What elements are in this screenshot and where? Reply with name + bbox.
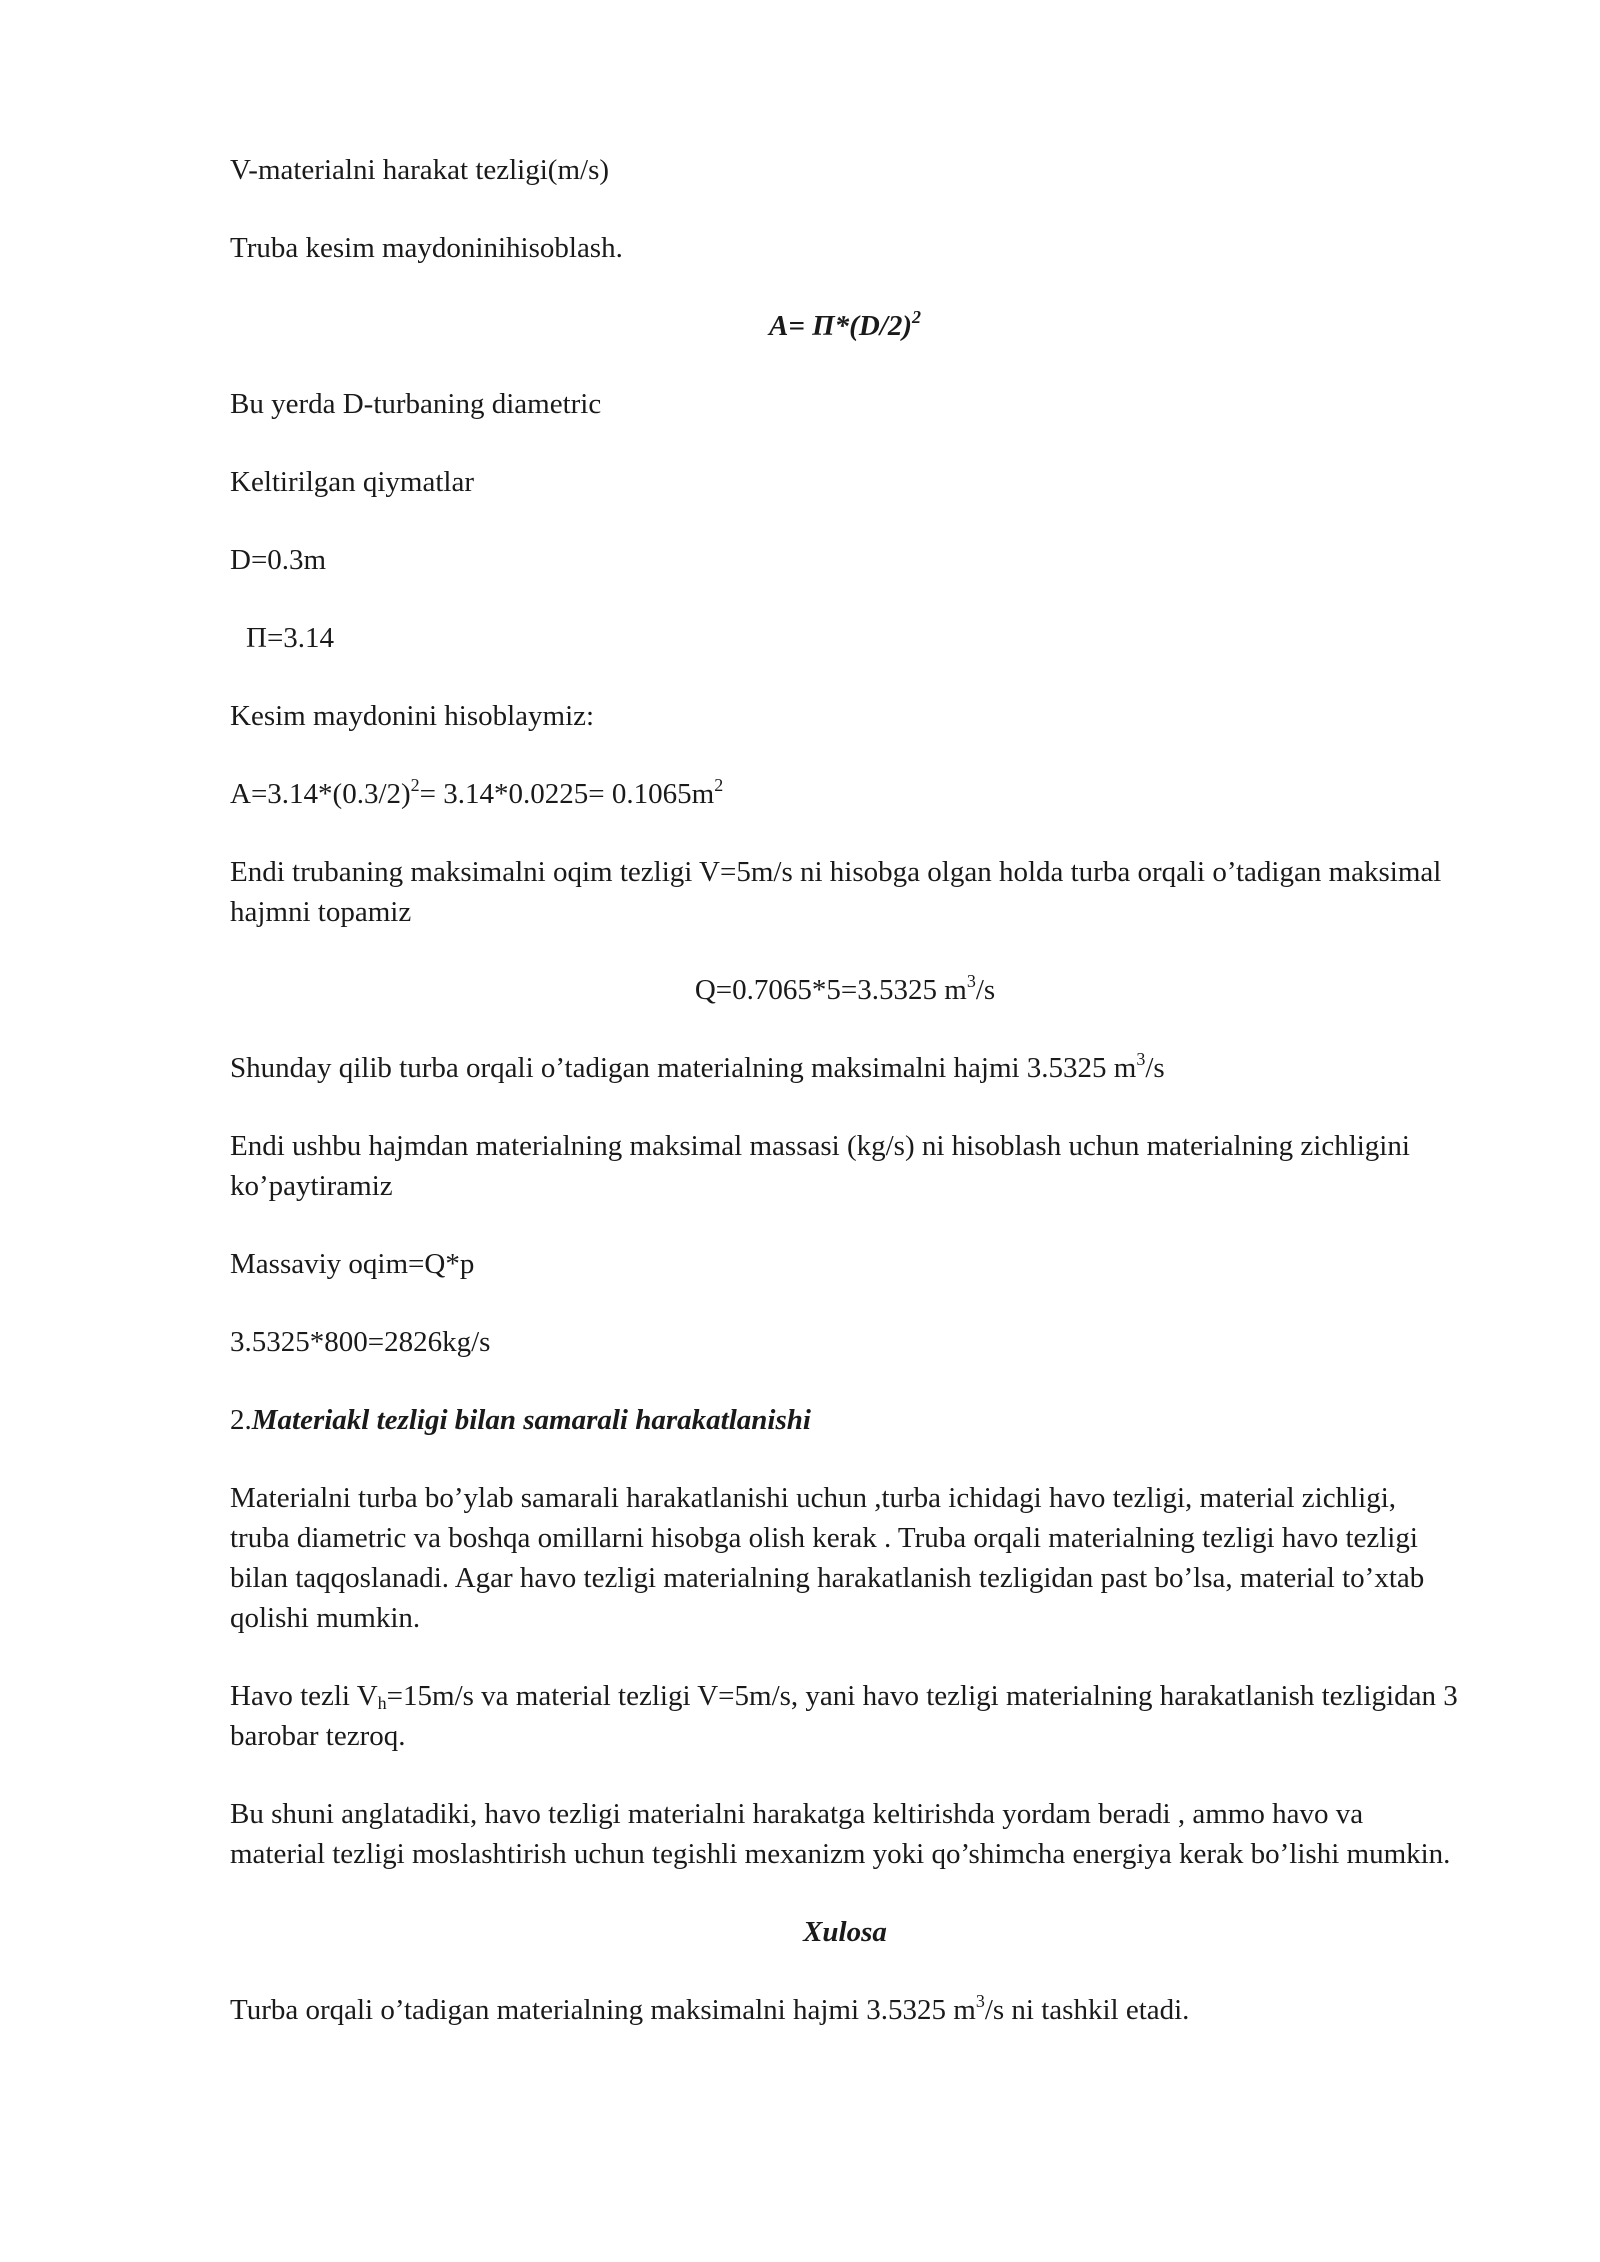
- section-heading: [230, 1400, 1460, 1440]
- area-calc-exp2: 2: [714, 775, 724, 795]
- flow-volume-paragraph: Endi trubaning maksimalni oqim tezligi V=5m/s ni hisobga olgan holda turba orqali o’tadigan maksimal hajmni topamiz: [230, 856, 1442, 928]
- given-values-label: Keltirilgan qiymatlar: [230, 466, 475, 498]
- max-volume-statement: [230, 1048, 1460, 1088]
- area-formula-text: A= Π*(D/2): [769, 310, 912, 342]
- air-velocity-paragraph: [230, 1676, 1460, 1756]
- document-body: [230, 150, 1460, 2068]
- max-volume-exponent: 3: [1136, 1049, 1146, 1069]
- pi-value: Π=3.14: [246, 622, 335, 654]
- flow-formula-exponent: 3: [966, 971, 976, 991]
- velocity-definition: V-materialni harakat tezligi(m/s): [230, 154, 610, 186]
- max-volume-unit: /s: [1145, 1052, 1165, 1084]
- diameter-note: Bu yerda D-turbaning diametric: [230, 388, 602, 420]
- area-calc-heading: Truba kesim maydoninihisoblash.: [230, 232, 623, 264]
- area-formula: [230, 306, 1460, 346]
- section-number: 2.: [230, 1404, 252, 1436]
- meaning-paragraph: Bu shuni anglatadiki, havo tezligi materialni harakatga keltirishda yordam beradi , ammo havo va material tezligi moslashtirish uchun tegishli mexanizm yoki qo’shimcha energiya kerak bo’lishi mumkin.: [230, 1798, 1451, 1870]
- flow-formula: [230, 970, 1460, 1010]
- diameter-value: D=0.3m: [230, 544, 327, 576]
- conclusion-tail: /s ni tashkil etadi.: [984, 1994, 1190, 2026]
- area-calc-part2: = 3.14*0.0225= 0.1065m: [419, 778, 715, 810]
- area-calc-intro: Kesim maydonini hisoblaymiz:: [230, 700, 595, 732]
- area-calc-exp1: 2: [410, 775, 420, 795]
- mass-flow-result: 3.5325*800=2826kg/s: [230, 1326, 491, 1358]
- flow-formula-unit: /s: [975, 974, 996, 1006]
- area-calculation: [230, 774, 1460, 814]
- area-formula-exponent: 2: [912, 307, 921, 327]
- flow-formula-text: Q=0.7065*5=3.5325 m: [694, 974, 967, 1006]
- effective-motion-paragraph: Materialni turba bo’ylab samarali harakatlanishi uchun ,turba ichidagi havo tezligi, material zichligi, truba diametric va boshqa omillarni hisobga olish kerak . Truba orqali materialning tezligi havo tezligi bilan taqqoslanadi. Agar havo tezligi materialning harakatlanish tezligidan past bo’lsa, material to’xtab qolishi mumkin.: [230, 1482, 1425, 1634]
- air-velocity-text-b: =15m/s va material tezligi V=5m/s, yani havo tezligi materialning harakatlanish tezligidan 3 barobar tezroq.: [230, 1680, 1458, 1752]
- mass-flow-paragraph: Endi ushbu hajmdan materialning maksimal massasi (kg/s) ni hisoblash uchun materialning zichligini ko’paytiramiz: [230, 1130, 1410, 1202]
- max-volume-text: Shunday qilib turba orqali o’tadigan materialning maksimalni hajmi 3.5325 m: [230, 1052, 1137, 1084]
- section-title: Materiakl tezligi bilan samarali harakatlanishi: [251, 1404, 811, 1436]
- air-velocity-text-a: Havo tezli V: [230, 1680, 378, 1712]
- air-velocity-subscript: h: [377, 1693, 387, 1713]
- conclusion-statement: [230, 1990, 1460, 2030]
- area-calc-part1: A=3.14*(0.3/2): [230, 778, 411, 810]
- conclusion-text: Turba orqali o’tadigan materialning maksimalni hajmi 3.5325 m: [230, 1994, 976, 2026]
- conclusion-exponent: 3: [975, 1991, 985, 2011]
- conclusion-title: Xulosa: [803, 1916, 887, 1948]
- mass-flow-formula: Massaviy oqim=Q*p: [230, 1248, 475, 1280]
